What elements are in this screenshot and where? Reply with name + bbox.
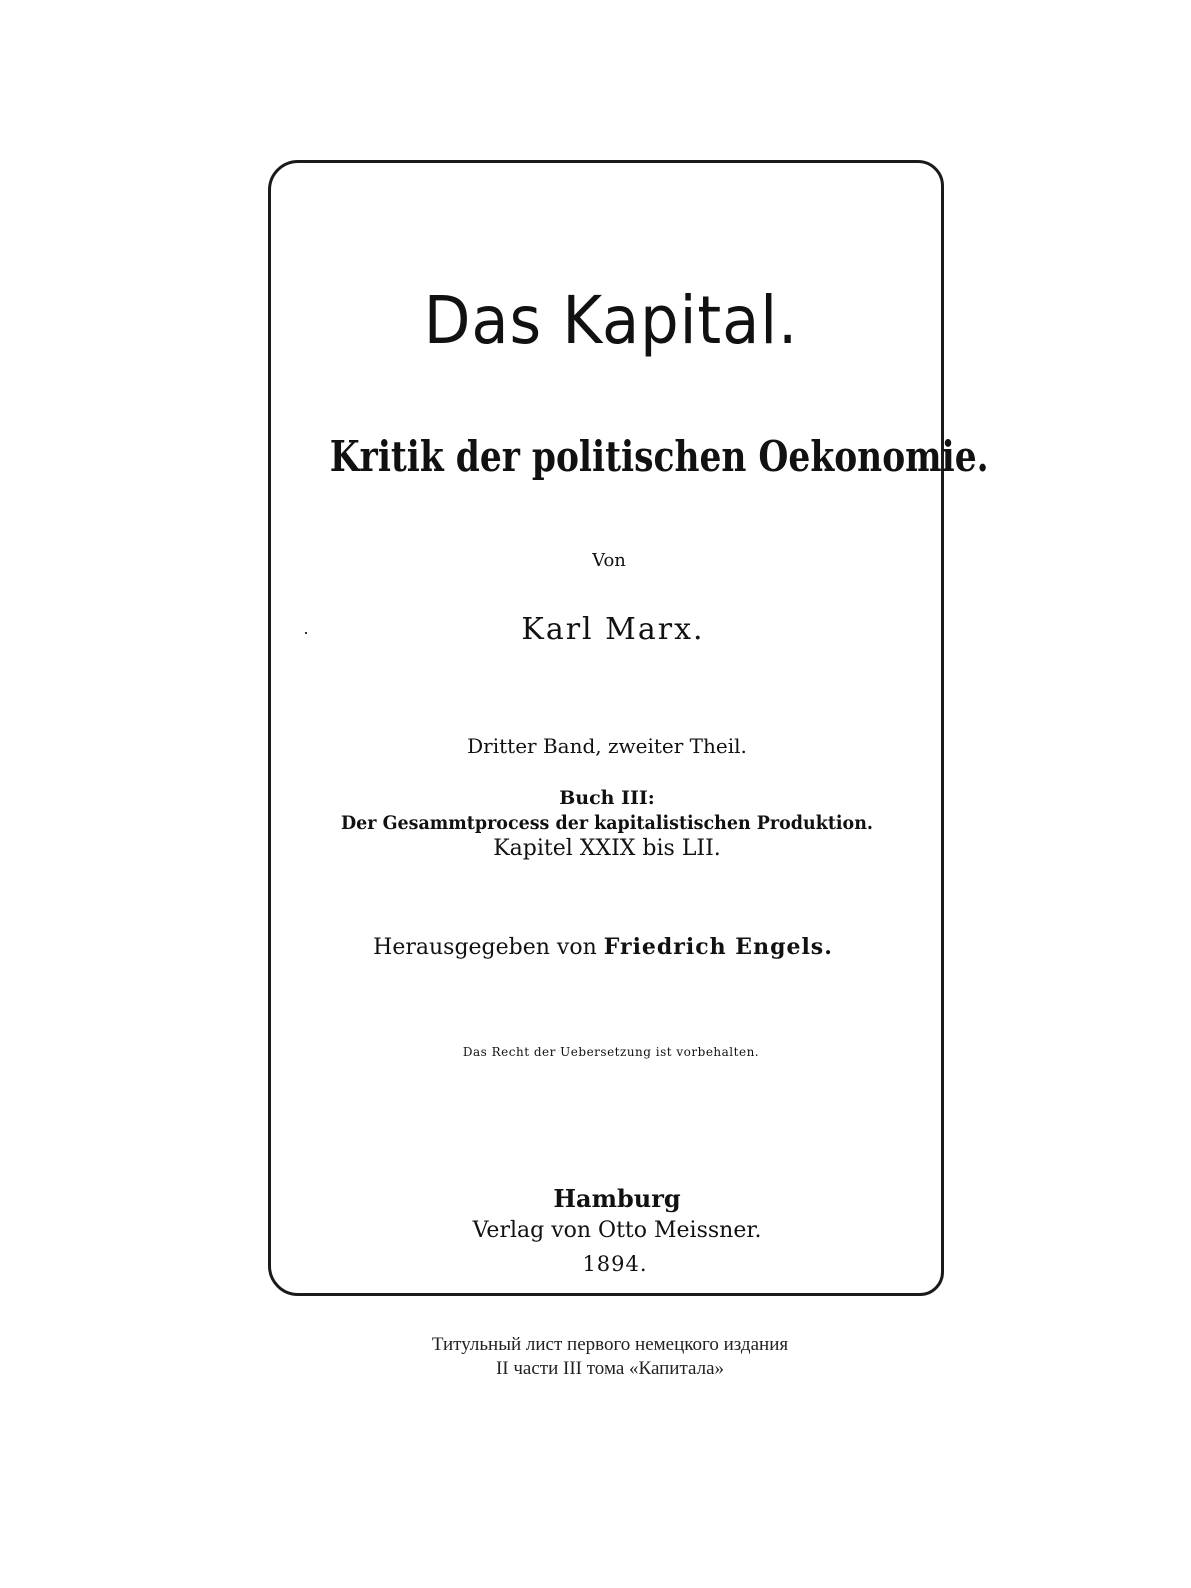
publisher-name: Verlag von Otto Meissner. [472,1218,762,1243]
rights-notice: Das Recht der Uebersetzung ist vorbehalten. [462,1045,760,1059]
editor-prefix: Herausgegeben von [373,935,597,960]
publication-year: 1894. [582,1252,648,1276]
book-title: Das Kapital. [423,282,799,359]
author-name: Karl Marx. [521,612,705,647]
volume-label: Dritter Band, zweiter Theil. [467,734,747,758]
book-subtitle: Kritik der politischen Oekonomie. [329,432,989,481]
editor-name: Friedrich Engels. [603,934,833,960]
editor-line [260,934,946,960]
chapter-range: Kapitel XXIX bis LII. [493,836,721,861]
von-label: Von [592,550,626,571]
publication-city: Hamburg [553,1184,681,1213]
caption-line-2: II части III тома «Капитала» [495,1358,725,1379]
book-topic: Der Gesammtprocess der kapitalistischen Produktion. [341,812,873,834]
caption-line-1: Титульный лист первого немецкого издания [431,1334,789,1355]
book-number: Buch III: [559,787,655,809]
